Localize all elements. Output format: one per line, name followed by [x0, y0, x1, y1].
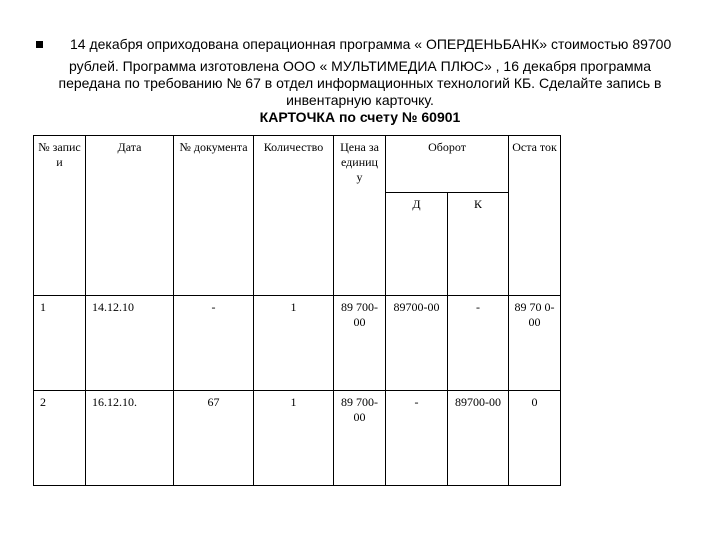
inventory-card-table — [33, 135, 561, 486]
cell-record-no: 2 — [34, 391, 86, 486]
header-balance: Оста ток — [509, 136, 561, 296]
intro-line-1: 14 декабря оприходована операционная программа « ОПЕРДЕНЬБАНК» стоимостью 89700 — [70, 36, 672, 52]
intro-paragraph — [0, 58, 720, 109]
cell-debit: - — [386, 391, 448, 486]
cell-date: 16.12.10. — [86, 391, 174, 486]
intro-line-3: передана по требованию № 67 в отдел информационных технологий КБ. Сделайте запись в — [58, 75, 662, 91]
header-record-no: № запис и — [34, 136, 86, 296]
header-credit: К — [448, 193, 509, 296]
header-doc-no: № документа — [174, 136, 254, 296]
cell-quantity: 1 — [254, 391, 334, 486]
header-unit-price: Цена за единиц у — [334, 136, 386, 296]
header-turnover: Оборот — [386, 136, 509, 193]
cell-date: 14.12.10 — [86, 296, 174, 391]
table-row — [34, 296, 561, 391]
intro-line-4: инвентарную карточку. — [286, 92, 434, 108]
table-row — [34, 391, 561, 486]
cell-quantity: 1 — [254, 296, 334, 391]
header-quantity: Количество — [254, 136, 334, 296]
cell-balance: 0 — [509, 391, 561, 486]
cell-credit: 89700-00 — [448, 391, 509, 486]
cell-debit: 89700-00 — [386, 296, 448, 391]
cell-doc-no: 67 — [174, 391, 254, 486]
card-title: КАРТОЧКА по счету № 60901 — [259, 109, 461, 125]
bullet-icon — [36, 41, 43, 48]
intro-line-2: рублей. Программа изготовлена ООО « МУЛЬТИМЕДИА ПЛЮС» , 16 декабря программа — [68, 58, 652, 74]
cell-credit: - — [448, 296, 509, 391]
cell-unit-price: 89 700-00 — [334, 296, 386, 391]
cell-record-no: 1 — [34, 296, 86, 391]
cell-doc-no: - — [174, 296, 254, 391]
cell-balance: 89 70 0-00 — [509, 296, 561, 391]
header-debit: Д — [386, 193, 448, 296]
cell-unit-price: 89 700-00 — [334, 391, 386, 486]
header-date: Дата — [86, 136, 174, 296]
